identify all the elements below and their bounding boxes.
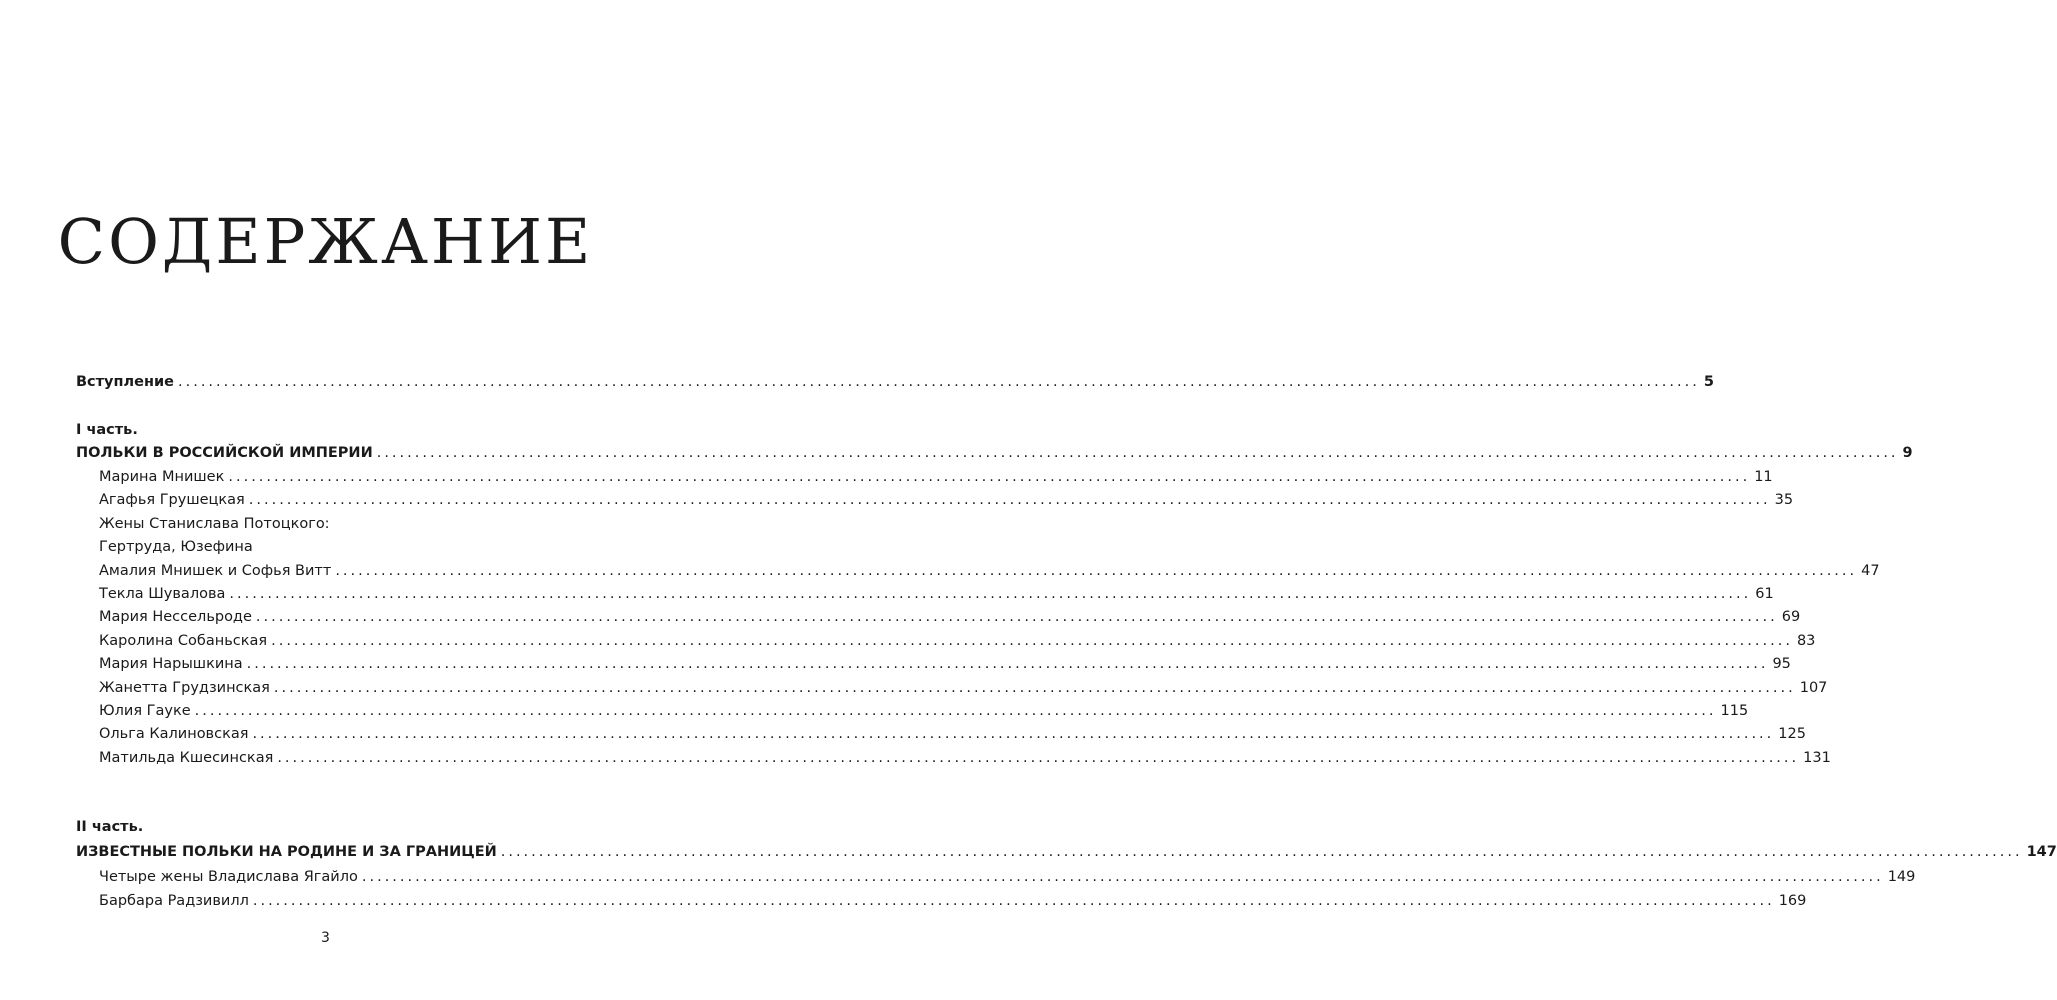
toc-entry-label: Барбара Радзивилл — [99, 893, 249, 909]
toc-entry-part-1-title[interactable] — [76, 441, 1913, 465]
toc-entry-label: Гертруда, Юзефина — [99, 539, 253, 556]
dot-leader: ........................................................................................................................................................................................................ — [271, 632, 1793, 649]
toc-entry[interactable] — [99, 629, 1816, 653]
toc-entry[interactable] — [99, 865, 1916, 889]
toc-entry-label: Амалия Мнишек и Софья Витт — [99, 562, 332, 579]
dot-leader: ........................................................................................................................................................................................................ — [194, 703, 1717, 719]
dot-leader: ........................................................................................................................................................................................................ — [252, 893, 1775, 909]
dot-leader: ........................................................................................................................................................................................................ — [229, 586, 1752, 602]
toc-entry-label: Жены Станислава Потоцкого: — [99, 515, 330, 532]
toc-entry-page: 149 — [1887, 869, 1916, 885]
toc-entry-page: 47 — [1861, 562, 1880, 579]
toc-entry[interactable] — [99, 605, 1801, 629]
toc-entry-label: Текла Шувалова — [99, 586, 226, 602]
toc-entry[interactable] — [99, 652, 1791, 676]
toc-entry-page: 107 — [1799, 679, 1828, 696]
dot-leader: ........................................................................................................................................................................................................ — [361, 869, 1884, 885]
dot-leader: ........................................................................................................................................................................................................ — [273, 679, 1796, 696]
toc-entry[interactable] — [99, 512, 576, 536]
toc-entry-page: 95 — [1772, 656, 1791, 673]
toc-entry-page: 69 — [1781, 609, 1801, 626]
toc-entry[interactable] — [99, 722, 1806, 746]
toc-entry[interactable] — [99, 465, 1773, 489]
toc-entry-page: 11 — [1754, 469, 1773, 485]
toc-entry[interactable] — [99, 889, 1807, 913]
toc-entry-label: Марина Мнишек — [99, 469, 225, 485]
dot-leader: ........................................................................................................................................................................................................ — [277, 749, 1800, 766]
toc-entry-label: ИЗВЕСТНЫЕ ПОЛЬКИ НА РОДИНЕ И ЗА ГРАНИЦЕЙ — [76, 844, 497, 860]
toc-entry-page: 61 — [1755, 586, 1774, 602]
toc-entry-page: 9 — [1902, 445, 1913, 461]
toc-entry-page: 83 — [1796, 632, 1816, 649]
toc-entry-label: Каролина Собаньская — [99, 632, 268, 649]
toc-entry-page: 147 — [2026, 844, 2057, 860]
toc-entry-label: Мария Нарышкина — [99, 656, 243, 673]
toc-entry-label: Жанетта Грудзинская — [99, 679, 270, 696]
part-2-heading: II часть. — [76, 819, 144, 835]
dot-leader: ........................................................................................................................................................................................................ — [178, 374, 1700, 390]
toc-entry-page: 125 — [1778, 726, 1806, 743]
dot-leader: ........................................................................................................................................................................................................ — [228, 469, 1751, 485]
toc-entry-part-2-title[interactable] — [76, 840, 2057, 864]
toc-entry-label: Ольга Калиновская — [99, 726, 249, 743]
toc-entry-label: Юлия Гауке — [99, 703, 191, 719]
toc-entry-page: 115 — [1720, 703, 1749, 719]
dot-leader: ........................................................................................................................................................................................................ — [376, 445, 1899, 461]
toc-entry[interactable] — [99, 535, 576, 559]
toc-entry[interactable] — [99, 488, 1794, 512]
toc-entry-label: Четыре жены Владислава Ягайло — [99, 869, 358, 885]
toc-entry-label: Вступление — [76, 374, 174, 390]
toc-entry[interactable] — [99, 559, 1880, 583]
page-number: 3 — [321, 930, 330, 946]
toc-entry-label: Мария Нессельроде — [99, 609, 252, 626]
toc-entry-page: 35 — [1774, 492, 1794, 509]
part-1-heading: I часть. — [76, 422, 138, 438]
toc-entry-page: 131 — [1803, 749, 1831, 766]
dot-leader: ........................................................................................................................................................................................................ — [335, 562, 1858, 579]
toc-entry-intro[interactable] — [76, 370, 1714, 394]
toc-entry[interactable] — [99, 746, 1831, 770]
dot-leader: ........................................................................................................................................................................................................ — [500, 844, 2023, 860]
toc-entry-label: ПОЛЬКИ В РОССИЙСКОЙ ИМПЕРИИ — [76, 445, 373, 461]
toc-entry-label: Матильда Кшесинская — [99, 749, 274, 766]
toc-entry-page: 5 — [1703, 374, 1714, 390]
toc-entry[interactable] — [99, 676, 1828, 700]
dot-leader: ........................................................................................................................................................................................................ — [252, 726, 1775, 743]
dot-leader: ........................................................................................................................................................................................................ — [248, 492, 1771, 509]
toc-entry[interactable] — [99, 582, 1774, 606]
toc-entry[interactable] — [99, 699, 1749, 723]
page-title: СОДЕРЖАНИЕ — [57, 205, 594, 278]
toc-entry-label: Агафья Грушецкая — [99, 492, 245, 509]
dot-leader: ........................................................................................................................................................................................................ — [255, 609, 1778, 626]
toc-entry-page: 169 — [1778, 893, 1807, 909]
dot-leader: ........................................................................................................................................................................................................ — [246, 656, 1769, 673]
